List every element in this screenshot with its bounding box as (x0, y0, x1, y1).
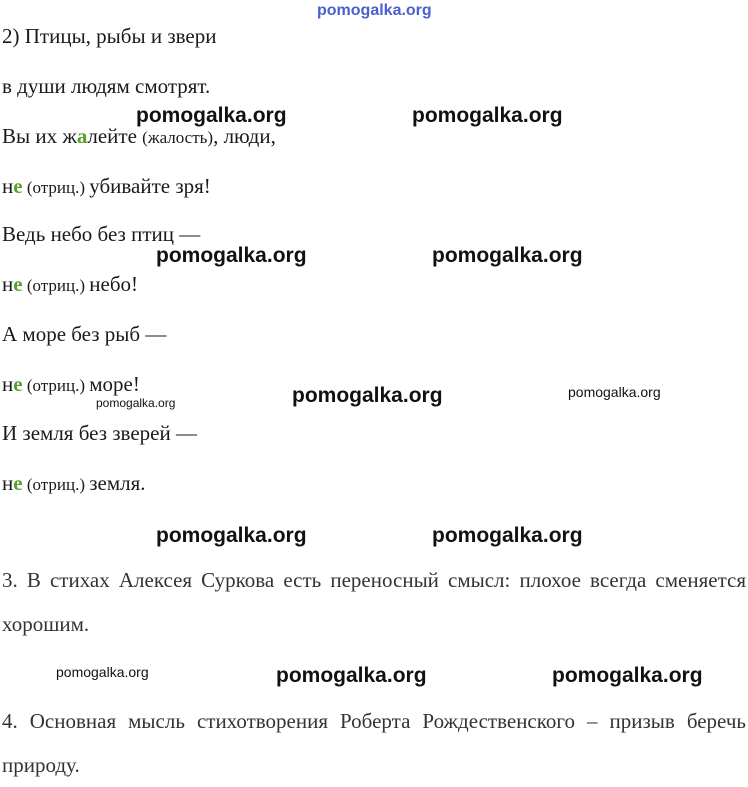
watermark: pomogalka.org (136, 104, 287, 127)
text: убивайте зря! (89, 174, 211, 198)
poem-line-7: А море без рыб — (2, 322, 167, 346)
watermark: pomogalka.org (432, 244, 583, 267)
paragraph-3: 3. В стихах Алексея Суркова есть переносный смысл: плохое всегда сменяется хорошим. (2, 568, 746, 636)
poem-line-4 (2, 174, 211, 200)
text: Вы их ж (2, 124, 77, 148)
poem-line-1: 2) Птицы, рыбы и звери (2, 24, 217, 48)
text: море! (89, 372, 140, 396)
stressed-vowel: е (13, 272, 23, 296)
header-watermark: pomogalka.org (317, 2, 432, 19)
poem-line-2: в души людям смотрят. (2, 74, 211, 98)
watermark: pomogalka.org (156, 524, 307, 547)
watermark: pomogalka.org (156, 244, 307, 267)
watermark: pomogalka.org (568, 384, 661, 400)
stressed-vowel: е (13, 471, 23, 495)
paragraph-4: 4. Основная мысль стихотворения Роберта Рождественского – призыв беречь природу. (2, 709, 746, 777)
note: (отриц.) (22, 276, 90, 295)
poem-line-6 (2, 272, 138, 298)
poem-line-5: Ведь небо без птиц — (2, 222, 201, 246)
poem-line-10 (2, 471, 146, 497)
stressed-vowel: е (13, 174, 23, 198)
watermark: pomogalka.org (412, 104, 563, 127)
note: (отриц.) (22, 376, 90, 395)
watermark: pomogalka.org (96, 396, 176, 410)
stressed-vowel: а (76, 124, 88, 148)
text: н (2, 471, 14, 495)
watermark: pomogalka.org (276, 664, 427, 687)
text: земля. (89, 471, 146, 495)
note: (отриц.) (22, 178, 90, 197)
text: н (2, 174, 14, 198)
note: (отриц.) (22, 475, 90, 494)
watermark: pomogalka.org (432, 524, 583, 547)
note: (жалость) (142, 128, 214, 147)
poem-line-8 (2, 372, 140, 398)
poem-line-9: И земля без зверей — (2, 421, 197, 445)
watermark: pomogalka.org (552, 664, 703, 687)
text: н (2, 272, 14, 296)
text: н (2, 372, 14, 396)
text: , люди, (213, 124, 276, 148)
text: лейте (87, 124, 143, 148)
watermark: pomogalka.org (292, 384, 443, 407)
stressed-vowel: е (13, 372, 23, 396)
watermark: pomogalka.org (56, 664, 149, 680)
text: небо! (89, 272, 139, 296)
